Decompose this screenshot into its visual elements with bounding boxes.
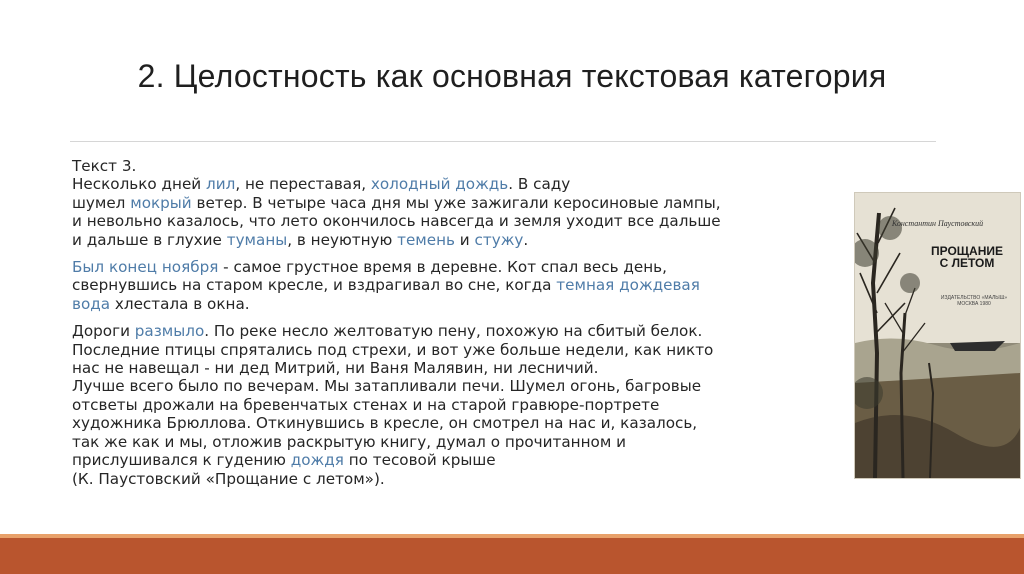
slide-title: 2. Целостность как основная текстовая категория [137, 58, 887, 94]
highlighted-word: темная дождевая [556, 276, 700, 295]
highlighted-word: размыло [134, 322, 205, 341]
highlighted-word: дождя [290, 451, 344, 470]
text-run: нас не навещал - ни дед Митрий, ни Ваня Малявин, ни лесничий. [72, 359, 599, 378]
highlighted-word: холодный дождь [370, 175, 509, 194]
text-run: шумел [72, 193, 131, 212]
text-run: и [454, 230, 475, 249]
book-publisher-line-1: ИЗДАТЕЛЬСТВО «МАЛЫШ» [940, 295, 1008, 301]
source-citation: (К. Паустовский «Прощание с летом»). [72, 469, 385, 488]
paragraph-1 [72, 175, 842, 249]
text-run: . [523, 230, 529, 249]
text-run: свернувшись на старом кресле, и вздрагивал во сне, когда [72, 276, 557, 295]
book-publisher [935, 295, 1013, 307]
highlighted-word: вода [72, 294, 111, 313]
book-cover [855, 193, 1020, 478]
text-run: художника Брюллова. Откинувшись в кресле, он смотрел на нас и, казалось, [72, 414, 698, 433]
text-run: - самое грустное время в деревне. Кот спал весь день, [218, 258, 667, 277]
book-title-line-1: ПРОЩАНИЕ [931, 244, 1003, 258]
text-run: ветер. В четыре часа дня мы уже зажигали керосиновые лампы, [191, 193, 721, 212]
text-run: . По реке несло желтоватую пену, похожую на сбитый белок. [204, 322, 703, 341]
book-author: Константин Паустовский [891, 219, 984, 228]
text-run: и невольно казалось, что лето окончилось навсегда и земля уходит все дальше [72, 212, 721, 231]
book-title-line-2: С ЛЕТОМ [939, 256, 995, 270]
text-run: прислушивался к гудению [72, 451, 291, 470]
text-run: . В саду [508, 175, 571, 194]
highlighted-word: стужу [474, 230, 524, 249]
highlighted-word: лил [206, 175, 236, 194]
text-run: Дороги [72, 322, 135, 341]
highlighted-word: темень [397, 230, 455, 249]
text-run: Лучше всего было по вечерам. Мы затапливали печи. Шумел огонь, багровые [72, 377, 702, 396]
text-run: хлестала в окна. [110, 294, 250, 313]
text-run: и дальше в глухие [72, 230, 227, 249]
text-run: по тесовой крыше [343, 451, 496, 470]
text-run: Несколько дней [72, 175, 207, 194]
text-run: отсветы дрожали на бревенчатых стенах и на старой гравюре-портрете [72, 395, 660, 414]
book-title [919, 245, 1015, 269]
text-run: Последние птицы спрятались под стрехи, и вот уже больше недели, как никто [72, 340, 714, 359]
title-divider [70, 141, 936, 142]
text-body [72, 157, 842, 488]
book-publisher-line-2: МОСКВА 1980 [957, 301, 991, 307]
text-run: , не переставая, [235, 175, 371, 194]
text-heading: Текст 3. [72, 157, 137, 175]
highlighted-word: мокрый [130, 193, 192, 212]
paragraph-3 [72, 322, 842, 469]
text-run: так же как и мы, отложив раскрытую книгу, думал о прочитанном и [72, 432, 626, 451]
paragraph-2 [72, 258, 842, 313]
highlighted-word: Был конец ноября [72, 258, 219, 277]
text-run: , в неуютную [287, 230, 398, 249]
footer-bar [0, 538, 1024, 574]
highlighted-word: туманы [226, 230, 288, 249]
book-cover-illustration [855, 193, 1020, 478]
